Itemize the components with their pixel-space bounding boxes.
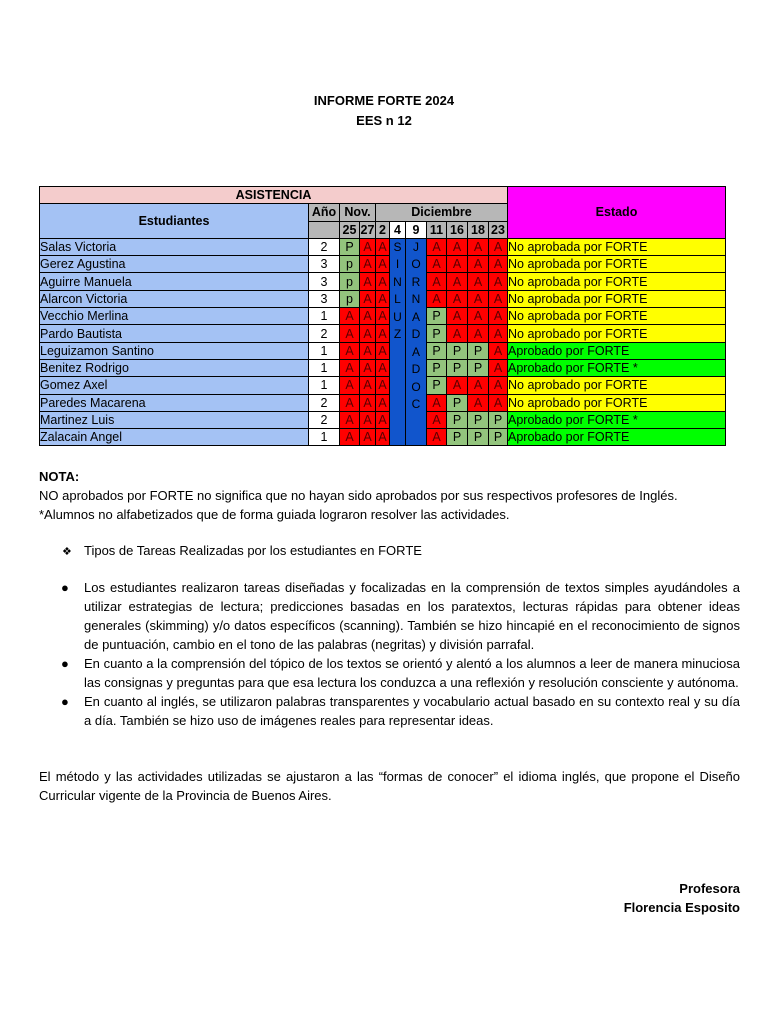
attendance-cell: P	[427, 359, 447, 376]
attendance-cell: A	[447, 273, 468, 290]
vertical-letter: N	[393, 274, 402, 289]
table-row	[40, 325, 726, 342]
attendance-cell: p	[340, 273, 360, 290]
attendance-cell: P	[447, 429, 468, 446]
status-cell: Aprobado por FORTE	[508, 429, 726, 446]
attendance-cell: A	[427, 429, 447, 446]
nota-line-2: *Alumnos no alfabetizados que de forma guiada lograron resolver las actividades.	[39, 507, 510, 522]
vertical-letter: C	[411, 397, 421, 412]
asistencia-header: ASISTENCIA	[40, 187, 508, 204]
attendance-cell: A	[468, 377, 489, 394]
attendance-cell: A	[360, 342, 376, 359]
attendance-cell: p	[340, 290, 360, 307]
attendance-cell: A	[489, 256, 508, 273]
attendance-cell: A	[376, 377, 390, 394]
attendance-cell: A	[340, 394, 360, 411]
nota-section	[39, 467, 739, 524]
attendance-cell: A	[376, 256, 390, 273]
student-name: Zalacain Angel	[40, 429, 309, 446]
attendance-cell: A	[360, 359, 376, 376]
attendance-cell: A	[447, 290, 468, 307]
dic-header: Diciembre	[376, 204, 508, 221]
date-header: 18	[468, 221, 489, 238]
student-year: 1	[309, 429, 340, 446]
attendance-cell: P	[447, 394, 468, 411]
date-header: 25	[340, 221, 360, 238]
attendance-cell: P	[340, 238, 360, 255]
vertical-letter: N	[411, 292, 421, 307]
estudiantes-header: Estudiantes	[40, 204, 309, 239]
tasks-list	[39, 578, 740, 730]
vertical-letter: O	[411, 257, 421, 272]
attendance-cell: A	[376, 394, 390, 411]
student-year: 3	[309, 273, 340, 290]
status-cell: No aprobada por FORTE	[508, 290, 726, 307]
report-subtitle: EES n 12	[356, 113, 412, 128]
attendance-cell: A	[340, 429, 360, 446]
attendance-cell: A	[376, 273, 390, 290]
estado-header: Estado	[508, 187, 726, 239]
student-year: 2	[309, 411, 340, 428]
date-header: 16	[447, 221, 468, 238]
attendance-cell: A	[340, 411, 360, 428]
report-title: INFORME FORTE 2024	[313, 93, 455, 108]
attendance-cell: P	[427, 325, 447, 342]
student-name: Gomez Axel	[40, 377, 309, 394]
status-cell: Aprobado por FORTE	[508, 342, 726, 359]
table-row	[40, 238, 726, 255]
attendance-cell: P	[427, 377, 447, 394]
attendance-cell: A	[427, 290, 447, 307]
student-year: 2	[309, 394, 340, 411]
status-cell: No aprobado por FORTE	[508, 325, 726, 342]
table-row	[40, 308, 726, 325]
attendance-cell: A	[489, 308, 508, 325]
attendance-cell: A	[447, 238, 468, 255]
vertical-letter: D	[411, 362, 421, 377]
attendance-cell: A	[340, 308, 360, 325]
student-name: Salas Victoria	[40, 238, 309, 255]
attendance-cell: P	[468, 342, 489, 359]
date-header: 4	[390, 221, 406, 238]
attendance-cell: A	[489, 394, 508, 411]
attendance-cell: A	[468, 394, 489, 411]
list-item: ● En cuanto a la comprensión del tópico de los textos se orientó y alentó a los alumnos a leer de manera minuciosa las consignas y preguntas para que esa lectura los conduzca a una reflexión y resolución consciente y autónoma.	[61, 656, 740, 690]
attendance-cell: A	[376, 429, 390, 446]
vertical-letter: S	[393, 239, 402, 254]
student-name: Paredes Macarena	[40, 394, 309, 411]
tipos-heading	[62, 543, 422, 558]
date-header: 23	[489, 221, 508, 238]
student-name: Pardo Bautista	[40, 325, 309, 342]
attendance-cell: A	[489, 238, 508, 255]
date-header: 2	[376, 221, 390, 238]
attendance-cell: A	[427, 411, 447, 428]
bullet-icon: ●	[61, 694, 69, 709]
vertical-letter: U	[393, 309, 402, 324]
attendance-cell: A	[447, 377, 468, 394]
attendance-cell: P	[468, 411, 489, 428]
vertical-letter: I	[395, 257, 400, 272]
student-name: Vecchio Merlina	[40, 308, 309, 325]
jornada-doc-cell	[406, 238, 427, 446]
attendance-cell: A	[340, 342, 360, 359]
attendance-cell: A	[427, 238, 447, 255]
table-row	[40, 290, 726, 307]
attendance-cell: A	[360, 429, 376, 446]
attendance-cell: A	[427, 256, 447, 273]
nov-header: Nov.	[340, 204, 376, 221]
vertical-letter: J	[413, 239, 419, 254]
attendance-cell: A	[376, 325, 390, 342]
bullet-icon: ●	[61, 656, 69, 671]
attendance-cell: A	[376, 359, 390, 376]
signature-role: Profesora	[679, 881, 740, 896]
attendance-cell: A	[376, 290, 390, 307]
status-cell: Aprobado por FORTE *	[508, 411, 726, 428]
nota-title: NOTA:	[39, 469, 80, 484]
student-year: 2	[309, 325, 340, 342]
attendance-cell: P	[489, 411, 508, 428]
attendance-cell: A	[360, 273, 376, 290]
status-cell: No aprobada por FORTE	[508, 256, 726, 273]
attendance-cell: A	[360, 308, 376, 325]
tipos-text: Tipos de Tareas Realizadas por los estudiantes en FORTE	[84, 543, 422, 558]
status-cell: No aprobado por FORTE	[508, 394, 726, 411]
attendance-cell: P	[447, 342, 468, 359]
student-year: 3	[309, 256, 340, 273]
date-header: 11	[427, 221, 447, 238]
attendance-cell: A	[360, 377, 376, 394]
student-year: 1	[309, 308, 340, 325]
anio-header: Año	[309, 204, 340, 221]
vertical-letter: R	[411, 274, 421, 289]
attendance-cell: p	[340, 256, 360, 273]
student-year: 3	[309, 290, 340, 307]
student-year: 1	[309, 342, 340, 359]
status-cell: Aprobado por FORTE *	[508, 359, 726, 376]
student-name: Benitez Rodrigo	[40, 359, 309, 376]
attendance-cell: A	[360, 394, 376, 411]
list-item: ● Los estudiantes realizaron tareas diseñadas y focalizadas en la comprensión de textos simples ayudándoles a utilizar estrategias de lectura; predicciones basadas en los paratextos, lecturas rápidas para obtener ideas generales (skimming) y/o datos específicos (scanning). También se hizo hincapié en el reconocimiento de signos de puntuación, cambio en el tono de las palabras (negritas) y división parrafal.	[61, 580, 740, 652]
attendance-cell: A	[360, 290, 376, 307]
attendance-cell: A	[376, 411, 390, 428]
attendance-cell: A	[376, 342, 390, 359]
table-row	[40, 359, 726, 376]
table-row	[40, 273, 726, 290]
attendance-cell: A	[376, 238, 390, 255]
status-cell: No aprobada por FORTE	[508, 238, 726, 255]
table-row	[40, 429, 726, 446]
attendance-cell: A	[468, 273, 489, 290]
anio-subheader	[309, 221, 340, 238]
status-cell: No aprobada por FORTE	[508, 308, 726, 325]
attendance-cell: A	[427, 394, 447, 411]
attendance-cell: A	[376, 308, 390, 325]
attendance-cell: A	[489, 290, 508, 307]
status-cell: No aprobado por FORTE	[508, 377, 726, 394]
attendance-cell: A	[427, 273, 447, 290]
list-item: ● En cuanto al inglés, se utilizaron palabras transparentes y vocabulario actual basado en su contexto real y su día a día. También se hizo uso de imágenes reales para representar ideas.	[61, 694, 740, 728]
attendance-cell: A	[489, 325, 508, 342]
vertical-letter: D	[411, 327, 421, 342]
table-row	[40, 342, 726, 359]
status-cell: No aprobada por FORTE	[508, 273, 726, 290]
attendance-cell: A	[360, 238, 376, 255]
attendance-cell: A	[468, 290, 489, 307]
attendance-cell: A	[340, 325, 360, 342]
attendance-cell: A	[489, 359, 508, 376]
attendance-cell: P	[427, 342, 447, 359]
attendance-cell: A	[360, 325, 376, 342]
attendance-cell: A	[360, 256, 376, 273]
student-name: Alarcon Victoria	[40, 290, 309, 307]
attendance-cell: A	[468, 325, 489, 342]
attendance-cell: A	[340, 359, 360, 376]
sin-luz-cell	[390, 238, 406, 446]
attendance-cell: P	[447, 359, 468, 376]
date-header: 27	[360, 222, 375, 237]
attendance-cell: A	[340, 377, 360, 394]
attendance-cell: P	[447, 411, 468, 428]
bullet-icon: ●	[61, 580, 69, 595]
attendance-cell: A	[360, 411, 376, 428]
vertical-letter: A	[411, 344, 420, 359]
student-name: Aguirre Manuela	[40, 273, 309, 290]
metodo-paragraph: El método y las actividades utilizadas se ajustaron a las “formas de conocer” el idioma inglés, que propone el Diseño Curricular vigente de la Provincia de Buenos Aires.	[39, 769, 740, 803]
attendance-cell: A	[468, 256, 489, 273]
table-row	[40, 411, 726, 428]
attendance-cell: A	[447, 325, 468, 342]
attendance-cell: P	[468, 429, 489, 446]
table-row	[40, 256, 726, 273]
nota-line-1: NO aprobados por FORTE no significa que no hayan sido aprobados por sus respectivos profesores de Inglés.	[39, 488, 678, 503]
signature-name: Florencia Esposito	[623, 900, 740, 915]
table-row	[40, 394, 726, 411]
student-year: 1	[309, 359, 340, 376]
attendance-cell: A	[489, 377, 508, 394]
student-name: Gerez Agustina	[40, 256, 309, 273]
date-header: 9	[406, 221, 427, 238]
diamond-bullet-icon: ❖	[62, 546, 72, 558]
table-row	[40, 377, 726, 394]
attendance-table	[39, 186, 726, 446]
attendance-cell: A	[447, 256, 468, 273]
attendance-cell: P	[468, 359, 489, 376]
vertical-letter: A	[411, 309, 420, 324]
student-year: 1	[309, 377, 340, 394]
attendance-cell: A	[489, 273, 508, 290]
vertical-letter: O	[411, 379, 421, 394]
vertical-letter: Z	[393, 327, 402, 342]
vertical-letter: L	[394, 292, 401, 307]
attendance-cell: P	[427, 308, 447, 325]
attendance-cell: A	[489, 342, 508, 359]
student-name: Leguizamon Santino	[40, 342, 309, 359]
attendance-cell: A	[468, 308, 489, 325]
attendance-cell: A	[468, 238, 489, 255]
student-name: Martinez Luis	[40, 411, 309, 428]
student-year: 2	[309, 238, 340, 255]
attendance-cell: P	[489, 429, 508, 446]
attendance-cell: A	[447, 308, 468, 325]
